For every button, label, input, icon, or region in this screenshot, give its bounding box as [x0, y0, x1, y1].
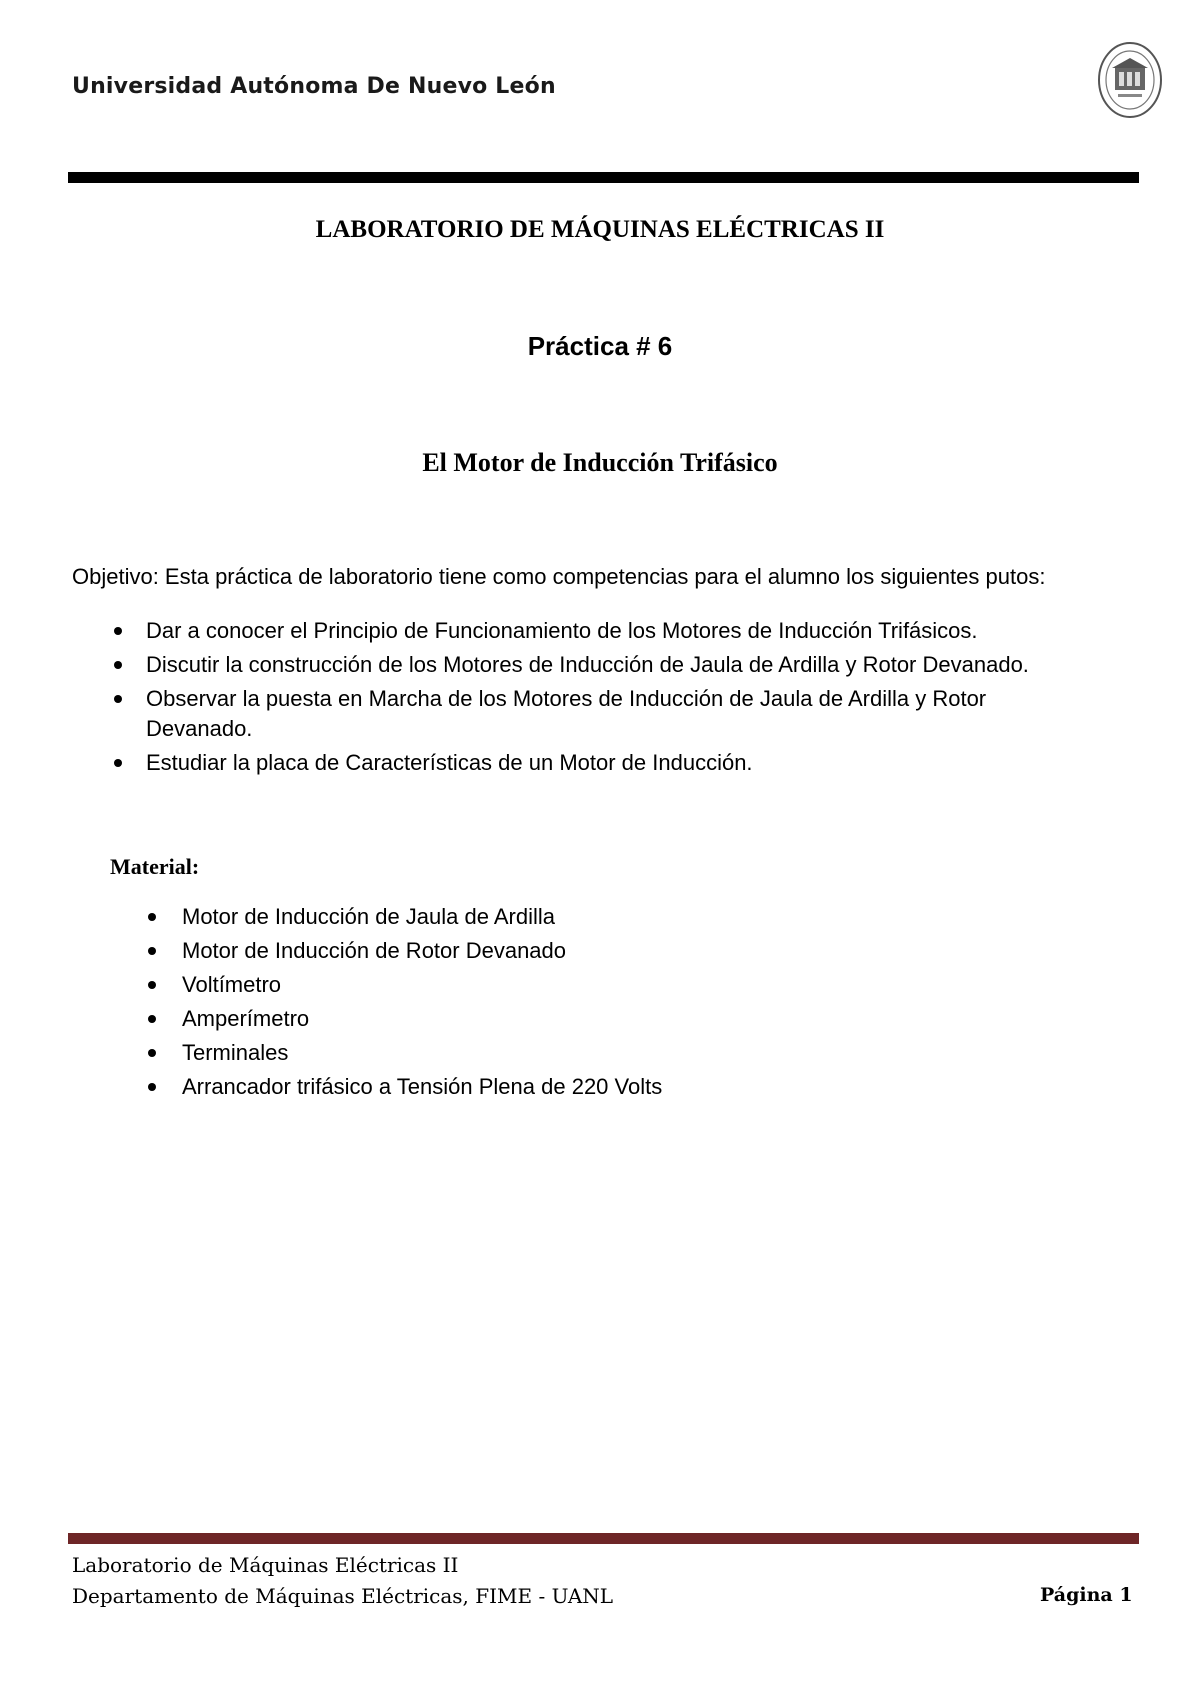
page-number: Página 1: [1040, 1584, 1133, 1606]
footer-lab-name: Laboratorio de Máquinas Eléctricas II: [72, 1553, 459, 1577]
bullet-icon: [114, 661, 122, 669]
bullet-icon: [114, 759, 122, 767]
list-item: Terminales: [110, 1038, 1010, 1068]
bullet-icon: [148, 1049, 156, 1057]
university-seal-icon: [1096, 40, 1164, 120]
bullet-icon: [148, 1083, 156, 1091]
list-item: Dar a conocer el Principio de Funcionamiento de los Motores de Inducción Trifásicos.: [72, 616, 1152, 646]
practice-number: Práctica # 6: [527, 331, 673, 361]
list-item: Estudiar la placa de Características de un Motor de Inducción.: [72, 748, 1152, 778]
list-item: Discutir la construcción de los Motores de Inducción de Jaula de Ardilla y Rotor Devanado.: [72, 650, 1152, 680]
header-rule: [68, 172, 1139, 183]
bullet-icon: [148, 913, 156, 921]
university-name: Universidad Autónoma De Nuevo León: [72, 74, 556, 99]
list-item: Motor de Inducción de Rotor Devanado: [110, 936, 1010, 966]
footer-rule: [68, 1533, 1139, 1544]
list-item: Motor de Inducción de Jaula de Ardilla: [110, 902, 1010, 932]
material-list: [110, 902, 1010, 1106]
footer-department: Departamento de Máquinas Eléctricas, FIME - UANL: [72, 1584, 614, 1608]
material-heading: Material:: [110, 854, 200, 879]
list-item: Voltímetro: [110, 970, 1010, 1000]
bullet-icon: [114, 627, 122, 635]
objective-list: [72, 616, 1152, 782]
list-item: Arrancador trifásico a Tensión Plena de 220 Volts: [110, 1072, 1010, 1102]
bullet-icon: [148, 981, 156, 989]
list-item: Observar la puesta en Marcha de los Motores de Inducción de Jaula de Ardilla y Rotor Devanado.: [72, 684, 1146, 744]
objective-text: Objetivo: Esta práctica de laboratorio tiene como competencias para el alumno los siguientes putos:: [72, 564, 1046, 589]
bullet-icon: [148, 1015, 156, 1023]
bullet-icon: [114, 695, 122, 703]
lab-title: LABORATORIO DE MÁQUINAS ELÉCTRICAS II: [315, 216, 885, 243]
practice-subject: El Motor de Inducción Trifásico: [422, 448, 778, 477]
list-item: Amperímetro: [110, 1004, 1010, 1034]
bullet-icon: [148, 947, 156, 955]
